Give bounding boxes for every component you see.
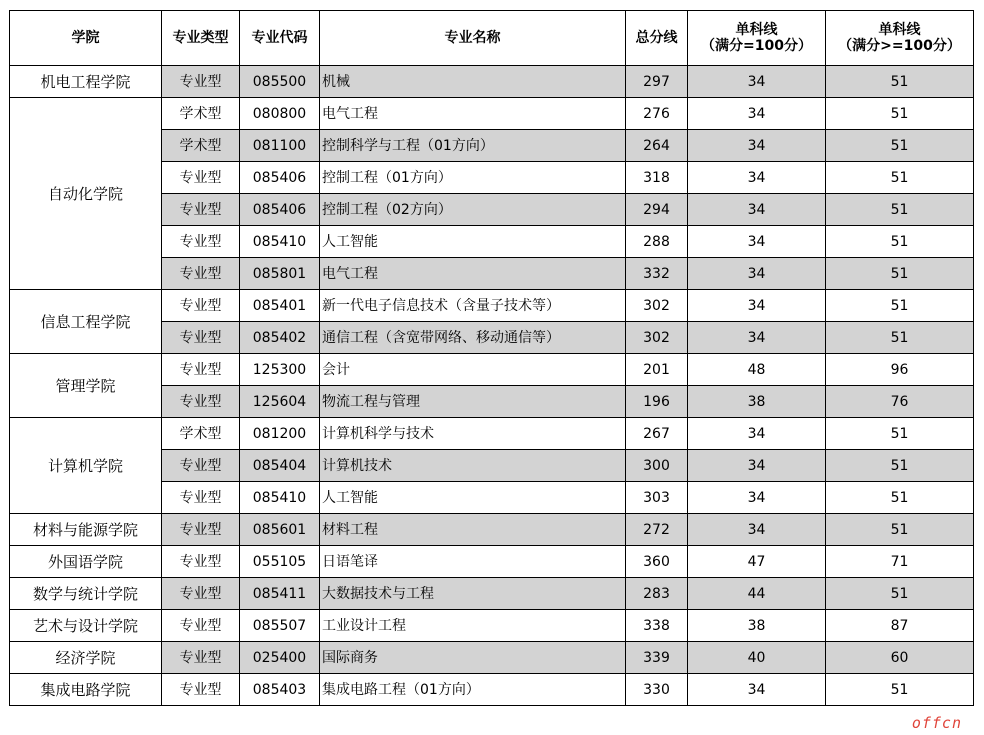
- total-score-cell: 276: [626, 98, 688, 130]
- major-code-cell: 125300: [240, 354, 320, 386]
- major-name-cell: 新一代电子信息技术（含量子技术等）: [320, 290, 626, 322]
- header-single-100-line1: 单科线: [735, 22, 778, 38]
- major-code-cell: 085404: [240, 450, 320, 482]
- major-code-cell: 085801: [240, 258, 320, 290]
- major-type-cell: 专业型: [162, 578, 240, 610]
- major-type-cell: 专业型: [162, 258, 240, 290]
- college-cell: 管理学院: [10, 354, 162, 418]
- header-total: 总分线: [626, 11, 688, 66]
- header-code: 专业代码: [240, 11, 320, 66]
- total-score-cell: 267: [626, 418, 688, 450]
- college-cell: 计算机学院: [10, 418, 162, 514]
- major-code-cell: 085410: [240, 482, 320, 514]
- table-row: [10, 642, 974, 674]
- college-cell: 材料与能源学院: [10, 514, 162, 546]
- major-code-cell: 085401: [240, 290, 320, 322]
- single-100-cell: 34: [688, 482, 826, 514]
- single-over100-cell: 51: [826, 98, 974, 130]
- major-name-cell: 集成电路工程（01方向）: [320, 674, 626, 706]
- college-cell: 集成电路学院: [10, 674, 162, 706]
- major-type-cell: 专业型: [162, 290, 240, 322]
- total-score-cell: 302: [626, 322, 688, 354]
- single-100-cell: 44: [688, 578, 826, 610]
- header-college: 学院: [10, 11, 162, 66]
- major-name-cell: 控制工程（01方向）: [320, 162, 626, 194]
- total-score-cell: 196: [626, 386, 688, 418]
- major-type-cell: 专业型: [162, 322, 240, 354]
- single-100-cell: 34: [688, 514, 826, 546]
- total-score-cell: 318: [626, 162, 688, 194]
- major-name-cell: 通信工程（含宽带网络、移动通信等）: [320, 322, 626, 354]
- major-code-cell: 085601: [240, 514, 320, 546]
- single-over100-cell: 51: [826, 450, 974, 482]
- major-type-cell: 专业型: [162, 66, 240, 98]
- single-100-cell: 47: [688, 546, 826, 578]
- header-single-over100-line2: （满分>=100分）: [838, 38, 961, 54]
- single-100-cell: 34: [688, 66, 826, 98]
- major-name-cell: 工业设计工程: [320, 610, 626, 642]
- major-code-cell: 080800: [240, 98, 320, 130]
- major-code-cell: 085500: [240, 66, 320, 98]
- single-100-cell: 34: [688, 418, 826, 450]
- table-row: [10, 610, 974, 642]
- single-100-cell: 34: [688, 290, 826, 322]
- major-type-cell: 专业型: [162, 194, 240, 226]
- major-name-cell: 大数据技术与工程: [320, 578, 626, 610]
- major-code-cell: 085410: [240, 226, 320, 258]
- single-100-cell: 34: [688, 322, 826, 354]
- single-over100-cell: 87: [826, 610, 974, 642]
- single-over100-cell: 51: [826, 290, 974, 322]
- total-score-cell: 332: [626, 258, 688, 290]
- table-row: [10, 98, 974, 130]
- single-over100-cell: 51: [826, 162, 974, 194]
- major-code-cell: 081200: [240, 418, 320, 450]
- single-over100-cell: 51: [826, 194, 974, 226]
- single-100-cell: 34: [688, 98, 826, 130]
- major-name-cell: 电气工程: [320, 98, 626, 130]
- major-code-cell: 085507: [240, 610, 320, 642]
- total-score-cell: 297: [626, 66, 688, 98]
- major-type-cell: 专业型: [162, 674, 240, 706]
- table-body: [10, 66, 974, 706]
- header-single-100-line2: （满分=100分）: [701, 38, 812, 54]
- major-name-cell: 计算机技术: [320, 450, 626, 482]
- table-row: [10, 354, 974, 386]
- header-name: 专业名称: [320, 11, 626, 66]
- total-score-cell: 300: [626, 450, 688, 482]
- single-over100-cell: 51: [826, 418, 974, 450]
- single-100-cell: 34: [688, 450, 826, 482]
- college-cell: 自动化学院: [10, 98, 162, 290]
- table-row: [10, 418, 974, 450]
- major-type-cell: 专业型: [162, 450, 240, 482]
- major-type-cell: 专业型: [162, 546, 240, 578]
- major-name-cell: 材料工程: [320, 514, 626, 546]
- single-100-cell: 48: [688, 354, 826, 386]
- total-score-cell: 360: [626, 546, 688, 578]
- header-row: [10, 11, 974, 66]
- major-name-cell: 控制工程（02方向）: [320, 194, 626, 226]
- table-row: [10, 546, 974, 578]
- major-code-cell: 085406: [240, 162, 320, 194]
- single-over100-cell: 51: [826, 258, 974, 290]
- major-type-cell: 专业型: [162, 162, 240, 194]
- major-name-cell: 物流工程与管理: [320, 386, 626, 418]
- single-over100-cell: 51: [826, 322, 974, 354]
- single-over100-cell: 76: [826, 386, 974, 418]
- single-over100-cell: 96: [826, 354, 974, 386]
- major-name-cell: 国际商务: [320, 642, 626, 674]
- header-single-over100-line1: 单科线: [878, 22, 921, 38]
- total-score-cell: 264: [626, 130, 688, 162]
- table-row: [10, 674, 974, 706]
- table-row: [10, 514, 974, 546]
- major-name-cell: 人工智能: [320, 482, 626, 514]
- college-cell: 数学与统计学院: [10, 578, 162, 610]
- single-100-cell: 34: [688, 674, 826, 706]
- single-100-cell: 38: [688, 610, 826, 642]
- header-single-over100: [826, 11, 974, 66]
- major-code-cell: 085411: [240, 578, 320, 610]
- major-code-cell: 081100: [240, 130, 320, 162]
- watermark-logo: offcn: [911, 714, 962, 732]
- major-type-cell: 学术型: [162, 98, 240, 130]
- major-code-cell: 025400: [240, 642, 320, 674]
- major-type-cell: 专业型: [162, 610, 240, 642]
- single-over100-cell: 51: [826, 514, 974, 546]
- table-header: [10, 11, 974, 66]
- major-type-cell: 专业型: [162, 642, 240, 674]
- major-type-cell: 专业型: [162, 514, 240, 546]
- single-100-cell: 38: [688, 386, 826, 418]
- score-table: [9, 10, 974, 706]
- college-cell: 外国语学院: [10, 546, 162, 578]
- single-100-cell: 34: [688, 162, 826, 194]
- college-cell: 经济学院: [10, 642, 162, 674]
- major-name-cell: 电气工程: [320, 258, 626, 290]
- table-row: [10, 290, 974, 322]
- college-cell: 信息工程学院: [10, 290, 162, 354]
- total-score-cell: 303: [626, 482, 688, 514]
- major-name-cell: 会计: [320, 354, 626, 386]
- single-100-cell: 34: [688, 258, 826, 290]
- single-over100-cell: 51: [826, 674, 974, 706]
- major-code-cell: 085403: [240, 674, 320, 706]
- table-row: [10, 66, 974, 98]
- header-type: 专业类型: [162, 11, 240, 66]
- major-name-cell: 人工智能: [320, 226, 626, 258]
- major-type-cell: 学术型: [162, 130, 240, 162]
- single-100-cell: 34: [688, 226, 826, 258]
- single-over100-cell: 51: [826, 226, 974, 258]
- table-row: [10, 578, 974, 610]
- total-score-cell: 302: [626, 290, 688, 322]
- major-code-cell: 125604: [240, 386, 320, 418]
- major-code-cell: 055105: [240, 546, 320, 578]
- single-over100-cell: 51: [826, 66, 974, 98]
- total-score-cell: 283: [626, 578, 688, 610]
- major-type-cell: 学术型: [162, 418, 240, 450]
- single-over100-cell: 51: [826, 578, 974, 610]
- major-name-cell: 日语笔译: [320, 546, 626, 578]
- college-cell: 机电工程学院: [10, 66, 162, 98]
- single-over100-cell: 51: [826, 130, 974, 162]
- single-over100-cell: 51: [826, 482, 974, 514]
- total-score-cell: 338: [626, 610, 688, 642]
- major-name-cell: 控制科学与工程（01方向）: [320, 130, 626, 162]
- major-type-cell: 专业型: [162, 386, 240, 418]
- major-type-cell: 专业型: [162, 226, 240, 258]
- total-score-cell: 294: [626, 194, 688, 226]
- total-score-cell: 201: [626, 354, 688, 386]
- single-100-cell: 40: [688, 642, 826, 674]
- total-score-cell: 272: [626, 514, 688, 546]
- single-over100-cell: 60: [826, 642, 974, 674]
- major-type-cell: 专业型: [162, 354, 240, 386]
- major-name-cell: 机械: [320, 66, 626, 98]
- single-100-cell: 34: [688, 194, 826, 226]
- major-code-cell: 085406: [240, 194, 320, 226]
- single-100-cell: 34: [688, 130, 826, 162]
- total-score-cell: 330: [626, 674, 688, 706]
- major-type-cell: 专业型: [162, 482, 240, 514]
- total-score-cell: 339: [626, 642, 688, 674]
- total-score-cell: 288: [626, 226, 688, 258]
- college-cell: 艺术与设计学院: [10, 610, 162, 642]
- major-code-cell: 085402: [240, 322, 320, 354]
- major-name-cell: 计算机科学与技术: [320, 418, 626, 450]
- single-over100-cell: 71: [826, 546, 974, 578]
- header-single-100: [688, 11, 826, 66]
